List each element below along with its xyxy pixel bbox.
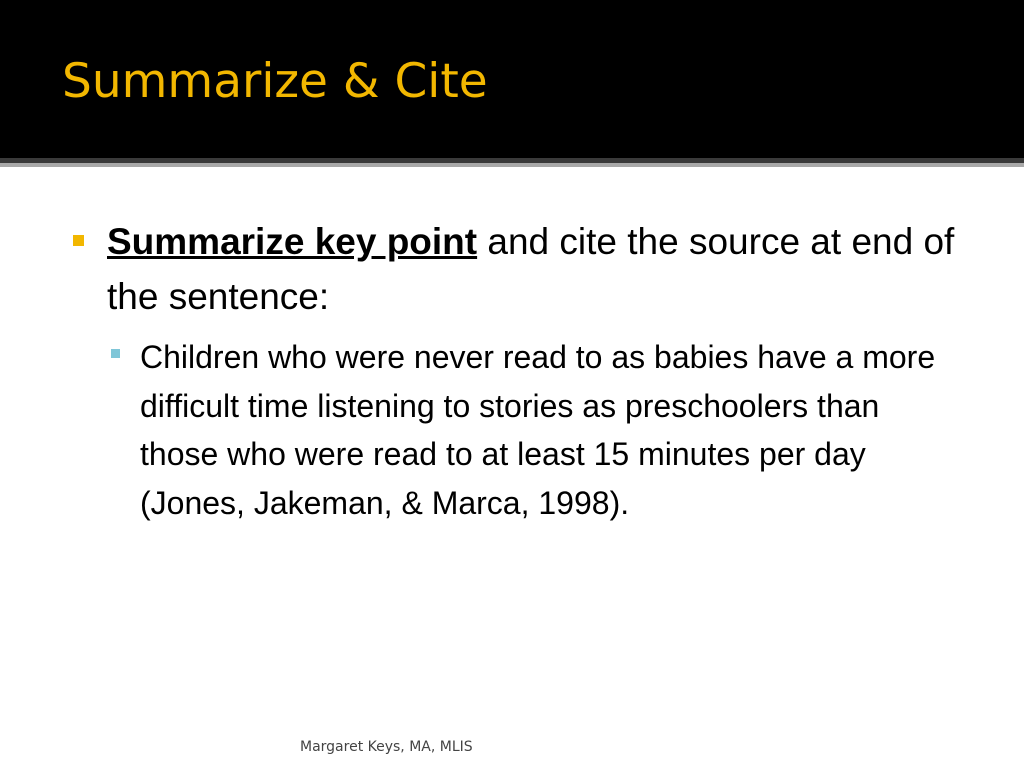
bullet-level2: Children who were never read to as babies have a more difficult time listening to stories as preschoolers than those who were read to at least 15 minutes per day (Jones, Jakeman, & Marca, 1998). bbox=[140, 339, 936, 521]
bullet-emphasis: Summarize key point bbox=[107, 221, 478, 262]
square-bullet-icon bbox=[111, 349, 120, 358]
slide-title: Summarize & Cite bbox=[62, 54, 488, 109]
bullet-level1 bbox=[107, 214, 987, 324]
title-divider-light bbox=[0, 163, 1024, 167]
footer-author: Margaret Keys, MA, MLIS bbox=[300, 739, 473, 755]
square-bullet-icon bbox=[73, 235, 84, 246]
title-bar bbox=[0, 0, 1024, 158]
bullet-text: and cite the source at end of the sentence: bbox=[107, 221, 955, 317]
